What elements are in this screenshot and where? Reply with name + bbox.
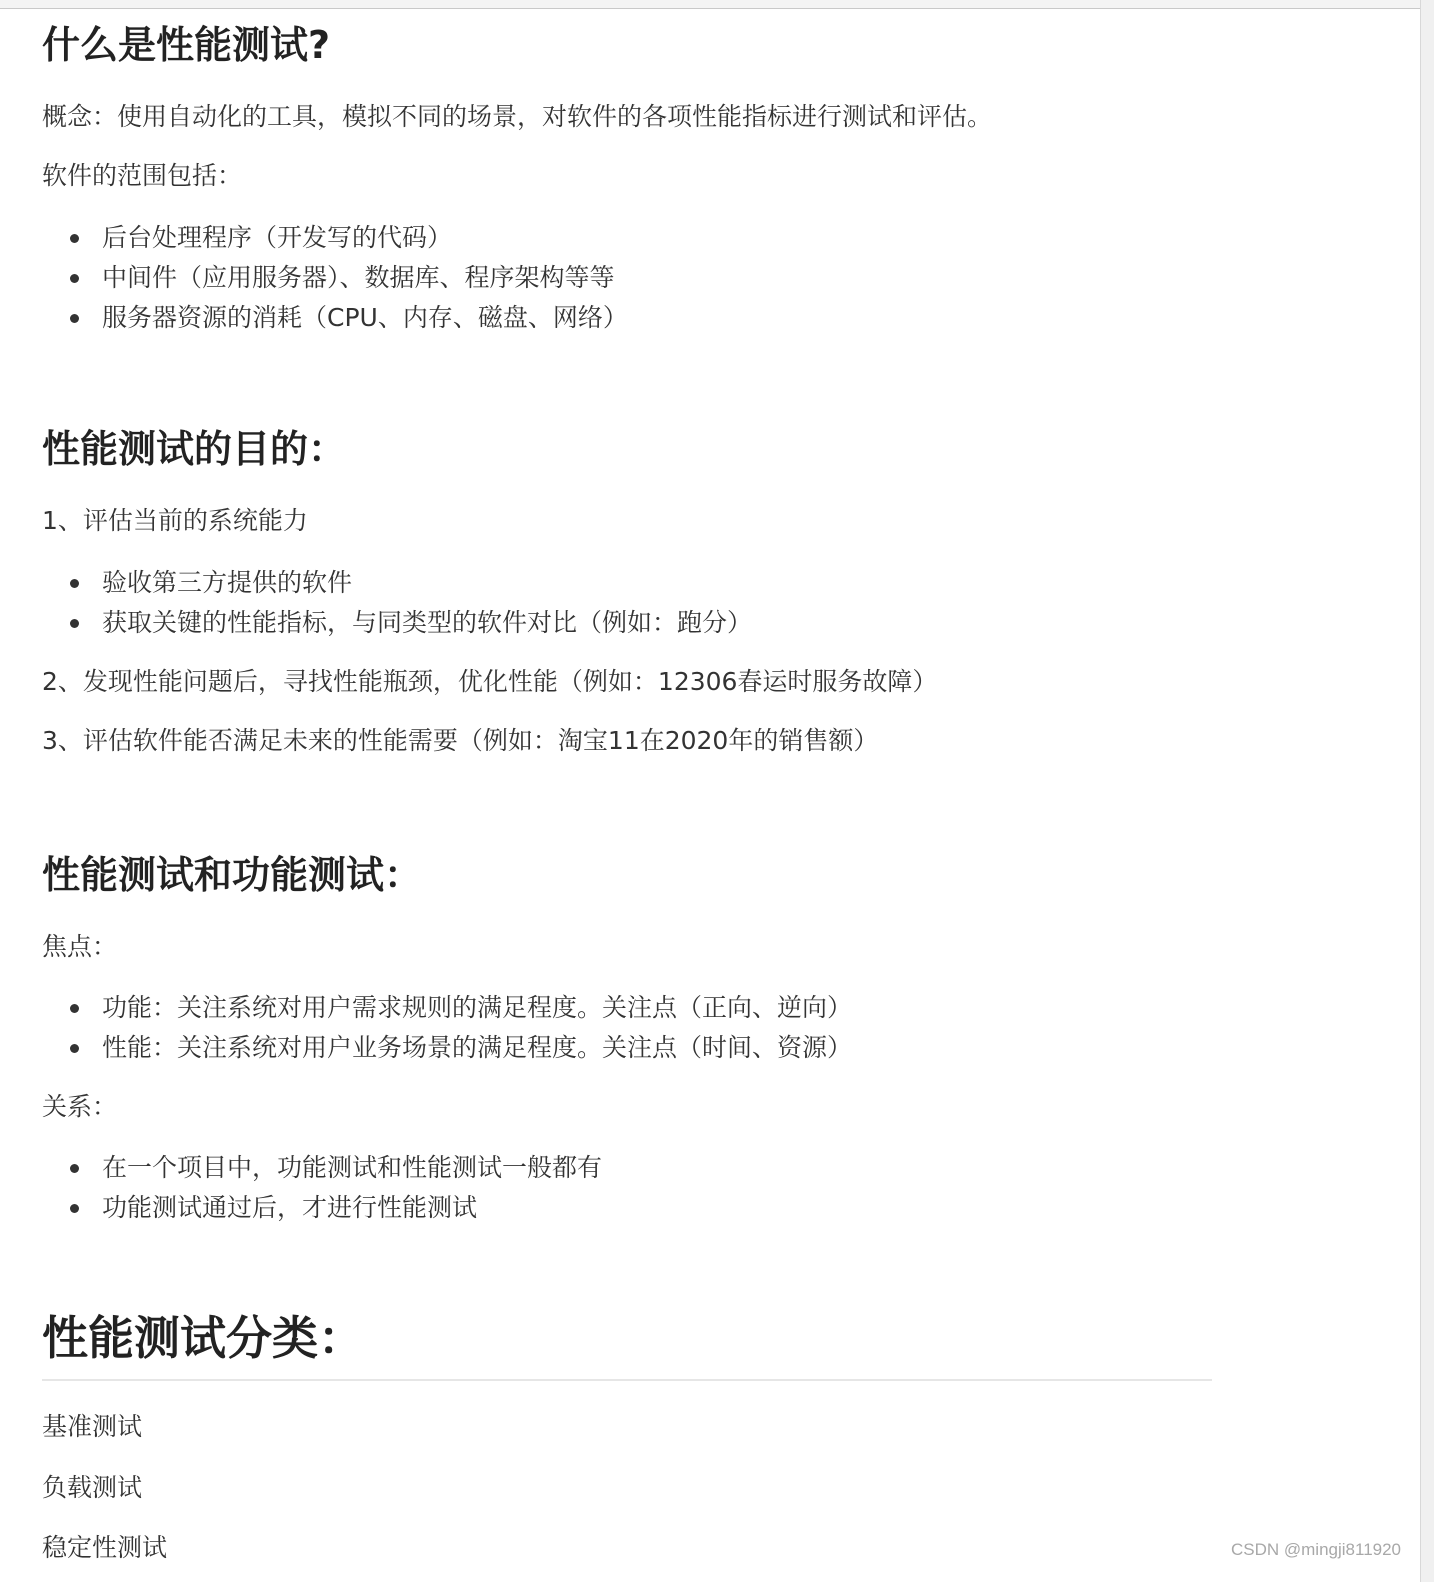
list-item (42, 563, 752, 603)
list-item-text: 功能测试通过后，才进行性能测试 (102, 1193, 478, 1222)
section-title-performance-testing-types: 性能测试分类： (42, 1311, 364, 1365)
list-item-text: 功能：关注系统对用户需求规则的满足程度。关注点（正向、逆向） (102, 993, 853, 1022)
list-item (42, 1188, 602, 1228)
bullet-icon (70, 234, 79, 243)
goal-2: 2、发现性能问题后，寻找性能瓶颈，优化性能（例如：12306春运时服务故障） (42, 667, 938, 696)
list-item-text: 获取关键的性能指标，与同类型的软件对比（例如：跑分） (102, 608, 753, 637)
scope-list (42, 218, 628, 338)
list-item-text: 服务器资源的消耗（CPU、内存、磁盘、网络） (102, 303, 628, 332)
focus-list (42, 988, 852, 1068)
type-load-test: 负载测试 (42, 1473, 143, 1502)
type-baseline-test: 基准测试 (42, 1412, 143, 1441)
bullet-icon (70, 1044, 79, 1053)
list-item-text: 验收第三方提供的软件 (102, 568, 353, 597)
bullet-icon (70, 1204, 79, 1213)
bullet-icon (70, 619, 79, 628)
type-stability-test: 稳定性测试 (42, 1533, 168, 1562)
bullet-icon (70, 274, 79, 283)
list-item (42, 988, 852, 1028)
goal-1: 1、评估当前的系统能力 (42, 506, 308, 535)
list-item-text: 中间件（应用服务器）、数据库、程序架构等等 (102, 263, 615, 292)
right-scroll-edge (1420, 0, 1434, 1582)
list-item-text: 在一个项目中，功能测试和性能测试一般都有 (102, 1153, 603, 1182)
relation-label: 关系： (42, 1092, 118, 1121)
section-title-what-is-performance-testing: 什么是性能测试? (42, 23, 331, 67)
list-item-text: 后台处理程序（开发写的代码） (102, 223, 453, 252)
watermark: CSDN @mingji811920 (1231, 1540, 1402, 1559)
relation-list (42, 1148, 602, 1228)
list-item (42, 218, 628, 258)
bullet-icon (70, 1164, 79, 1173)
goal-1-list (42, 563, 752, 643)
section-divider (42, 1379, 1212, 1381)
list-item (42, 603, 752, 643)
focus-label: 焦点： (42, 932, 118, 961)
bullet-icon (70, 1004, 79, 1013)
scope-label: 软件的范围包括： (42, 161, 243, 190)
bullet-icon (70, 314, 79, 323)
bullet-icon (70, 579, 79, 588)
list-item (42, 258, 628, 298)
list-item (42, 1148, 602, 1188)
list-item (42, 298, 628, 338)
section-title-performance-vs-functional: 性能测试和功能测试： (42, 853, 423, 897)
list-item (42, 1028, 852, 1068)
section-title-performance-testing-goals: 性能测试的目的： (42, 427, 347, 471)
concept-paragraph: 概念：使用自动化的工具，模拟不同的场景，对软件的各项性能指标进行测试和评估。 (42, 102, 993, 131)
list-item-text: 性能：关注系统对用户业务场景的满足程度。关注点（时间、资源） (102, 1033, 853, 1062)
goal-3: 3、评估软件能否满足未来的性能需要（例如：淘宝11在2020年的销售额） (42, 726, 879, 755)
top-border (0, 0, 1422, 9)
